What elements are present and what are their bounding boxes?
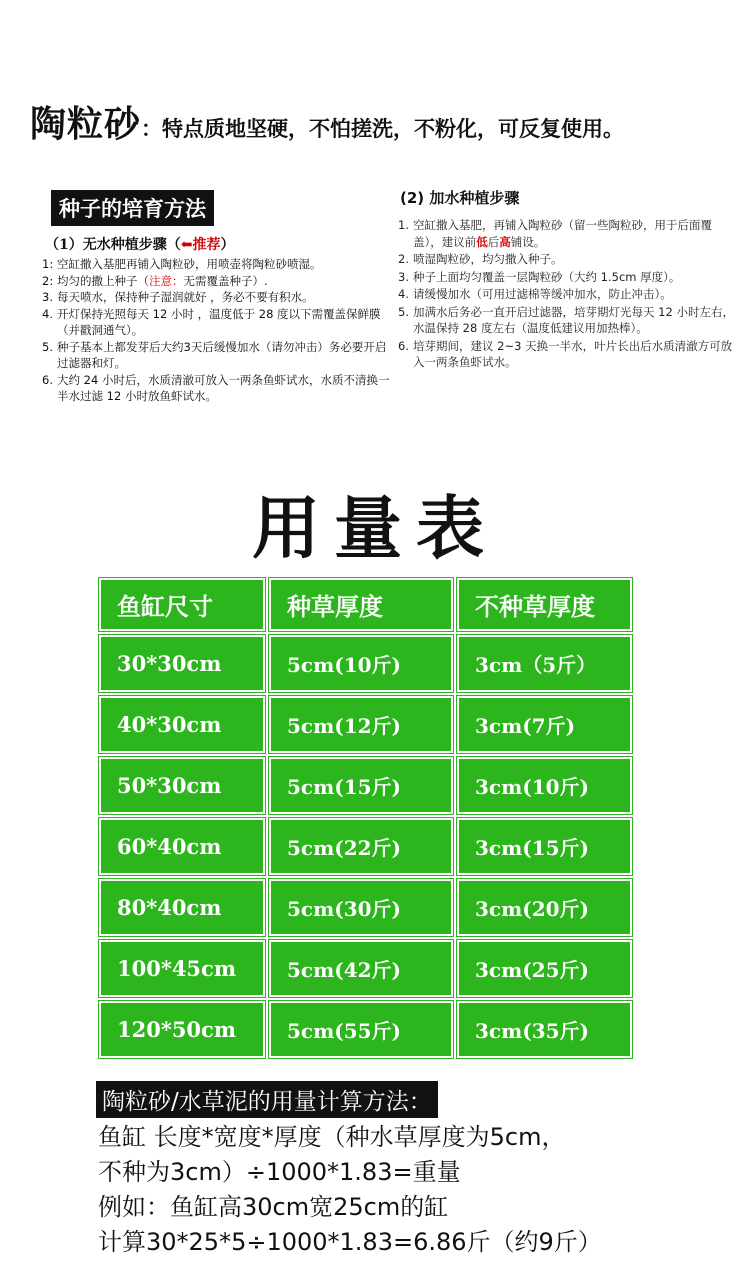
table-cell: 3cm(15斤) <box>457 818 632 875</box>
table-cell: 3cm(25斤) <box>457 940 632 997</box>
table-cell: 3cm(35斤) <box>457 1001 632 1058</box>
headline <box>30 96 624 147</box>
table-cell: 5cm(55斤) <box>269 1001 453 1058</box>
formula-line: 例如：鱼缸高30cm宽25cm的缸 <box>98 1193 449 1221</box>
right-section-title: (2) 加水种植步骤 <box>400 189 520 207</box>
table-heading: 用量表 <box>251 490 498 569</box>
right-steps-list <box>398 217 738 372</box>
formula-title: 陶粒砂/水草泥的用量计算方法： <box>96 1081 438 1118</box>
left-step: 3. 每天喷水，保持种子湿润就好 ，务必不要有积水。 <box>42 290 314 304</box>
table-cell: 50*30cm <box>99 757 265 814</box>
table-cell: 3cm(10斤) <box>457 757 632 814</box>
left-step: 1: 空缸撒入基肥再铺入陶粒砂，用喷壶将陶粒砂喷湿。 <box>42 257 322 271</box>
table-cell: 100*45cm <box>99 940 265 997</box>
right-step: 1. 空缸撒入基肥，再铺入陶粒砂（留一些陶粒砂，用于后面覆盖），建议前低后高铺设。 <box>398 218 712 249</box>
table-cell: 3cm(7斤) <box>457 696 632 753</box>
right-step: 4. 请缓慢加水（可用过滤棉等缓冲加水，防止冲击）。 <box>398 287 672 301</box>
header-cell: 不种草厚度 <box>457 578 632 631</box>
table-row <box>97 694 638 755</box>
left-step: 5. 种子基本上都发芽后大约3天后缓慢加水（请勿冲击）务必要开启过滤器和灯。 <box>42 339 387 370</box>
left-section-title: 种子的培育方法 <box>51 190 214 226</box>
table-header-row <box>97 576 638 633</box>
right-step: 2. 喷湿陶粒砂，均匀撒入种子。 <box>398 252 563 266</box>
left-subtitle-prefix: （1）无水种植步骤（ <box>45 237 181 253</box>
table-cell: 5cm(22斤) <box>269 818 453 875</box>
table-row <box>97 816 638 877</box>
table-cell: 5cm(12斤) <box>269 696 453 753</box>
right-step: 3. 种子上面均匀覆盖一层陶粒砂（大约 1.5cm 厚度）。 <box>398 269 681 284</box>
table-row <box>97 938 638 999</box>
table-cell: 3cm（5斤） <box>457 635 632 692</box>
recommend-label: 推荐 <box>192 237 221 253</box>
table-cell: 5cm(10斤) <box>269 635 453 692</box>
table-cell: 80*40cm <box>99 879 265 936</box>
left-subtitle <box>45 234 234 254</box>
left-step: 6. 大约 24 小时后，水质清澈可放入一两条鱼虾试水，水质不清换一半水过滤 12 小时放鱼虾试水。 <box>42 372 390 403</box>
table-cell: 30*30cm <box>99 635 265 692</box>
headline-desc: ：特点质地坚硬，不怕搓洗，不粉化，可反复使用。 <box>141 117 625 141</box>
table-row <box>97 633 638 694</box>
headline-name: 陶粒砂 <box>30 104 142 145</box>
formula-line: 鱼缸 长度*宽度*厚度（种水草厚度为5cm， <box>98 1123 566 1151</box>
left-steps-list <box>42 256 394 405</box>
table-cell: 5cm(15斤) <box>269 757 453 814</box>
left-step: 2: 均匀的撒上种子（注意：无需覆盖种子）. <box>42 273 268 288</box>
table-cell: 40*30cm <box>99 696 265 753</box>
right-step: 5. 加满水后务必一直开启过滤器，培芽期灯光每天 12 小时左右，水温保持 28 度左右（温度低建议用加热棒）。 <box>398 304 734 335</box>
table-cell: 60*40cm <box>99 818 265 875</box>
left-arrow-icon: ⬅ <box>180 237 193 253</box>
left-step: 4. 开灯保持光照每天 12 小时 ，温度低于 28 度以下需覆盖保鲜膜（并戳洞通气）。 <box>42 306 381 337</box>
formula-line: 不种为3cm）÷1000*1.83=重量 <box>98 1158 461 1186</box>
left-subtitle-suffix: ） <box>220 237 235 253</box>
usage-table <box>97 576 638 1060</box>
formula-line: 计算30*25*5÷1000*1.83=6.86斤（约9斤） <box>98 1228 602 1256</box>
table-cell: 3cm(20斤) <box>457 879 632 936</box>
table-cell: 5cm(42斤) <box>269 940 453 997</box>
header-cell: 种草厚度 <box>269 578 453 631</box>
table-row <box>97 999 638 1060</box>
table-row <box>97 755 638 816</box>
formula-text <box>98 1120 602 1260</box>
header-cell: 鱼缸尺寸 <box>99 578 265 631</box>
table-cell: 120*50cm <box>99 1001 265 1058</box>
right-step: 6. 培芽期间，建议 2~3 天换一半水，叶片长出后水质清澈方可放入一两条鱼虾试水。 <box>398 338 733 369</box>
table-row <box>97 877 638 938</box>
table-cell: 5cm(30斤) <box>269 879 453 936</box>
